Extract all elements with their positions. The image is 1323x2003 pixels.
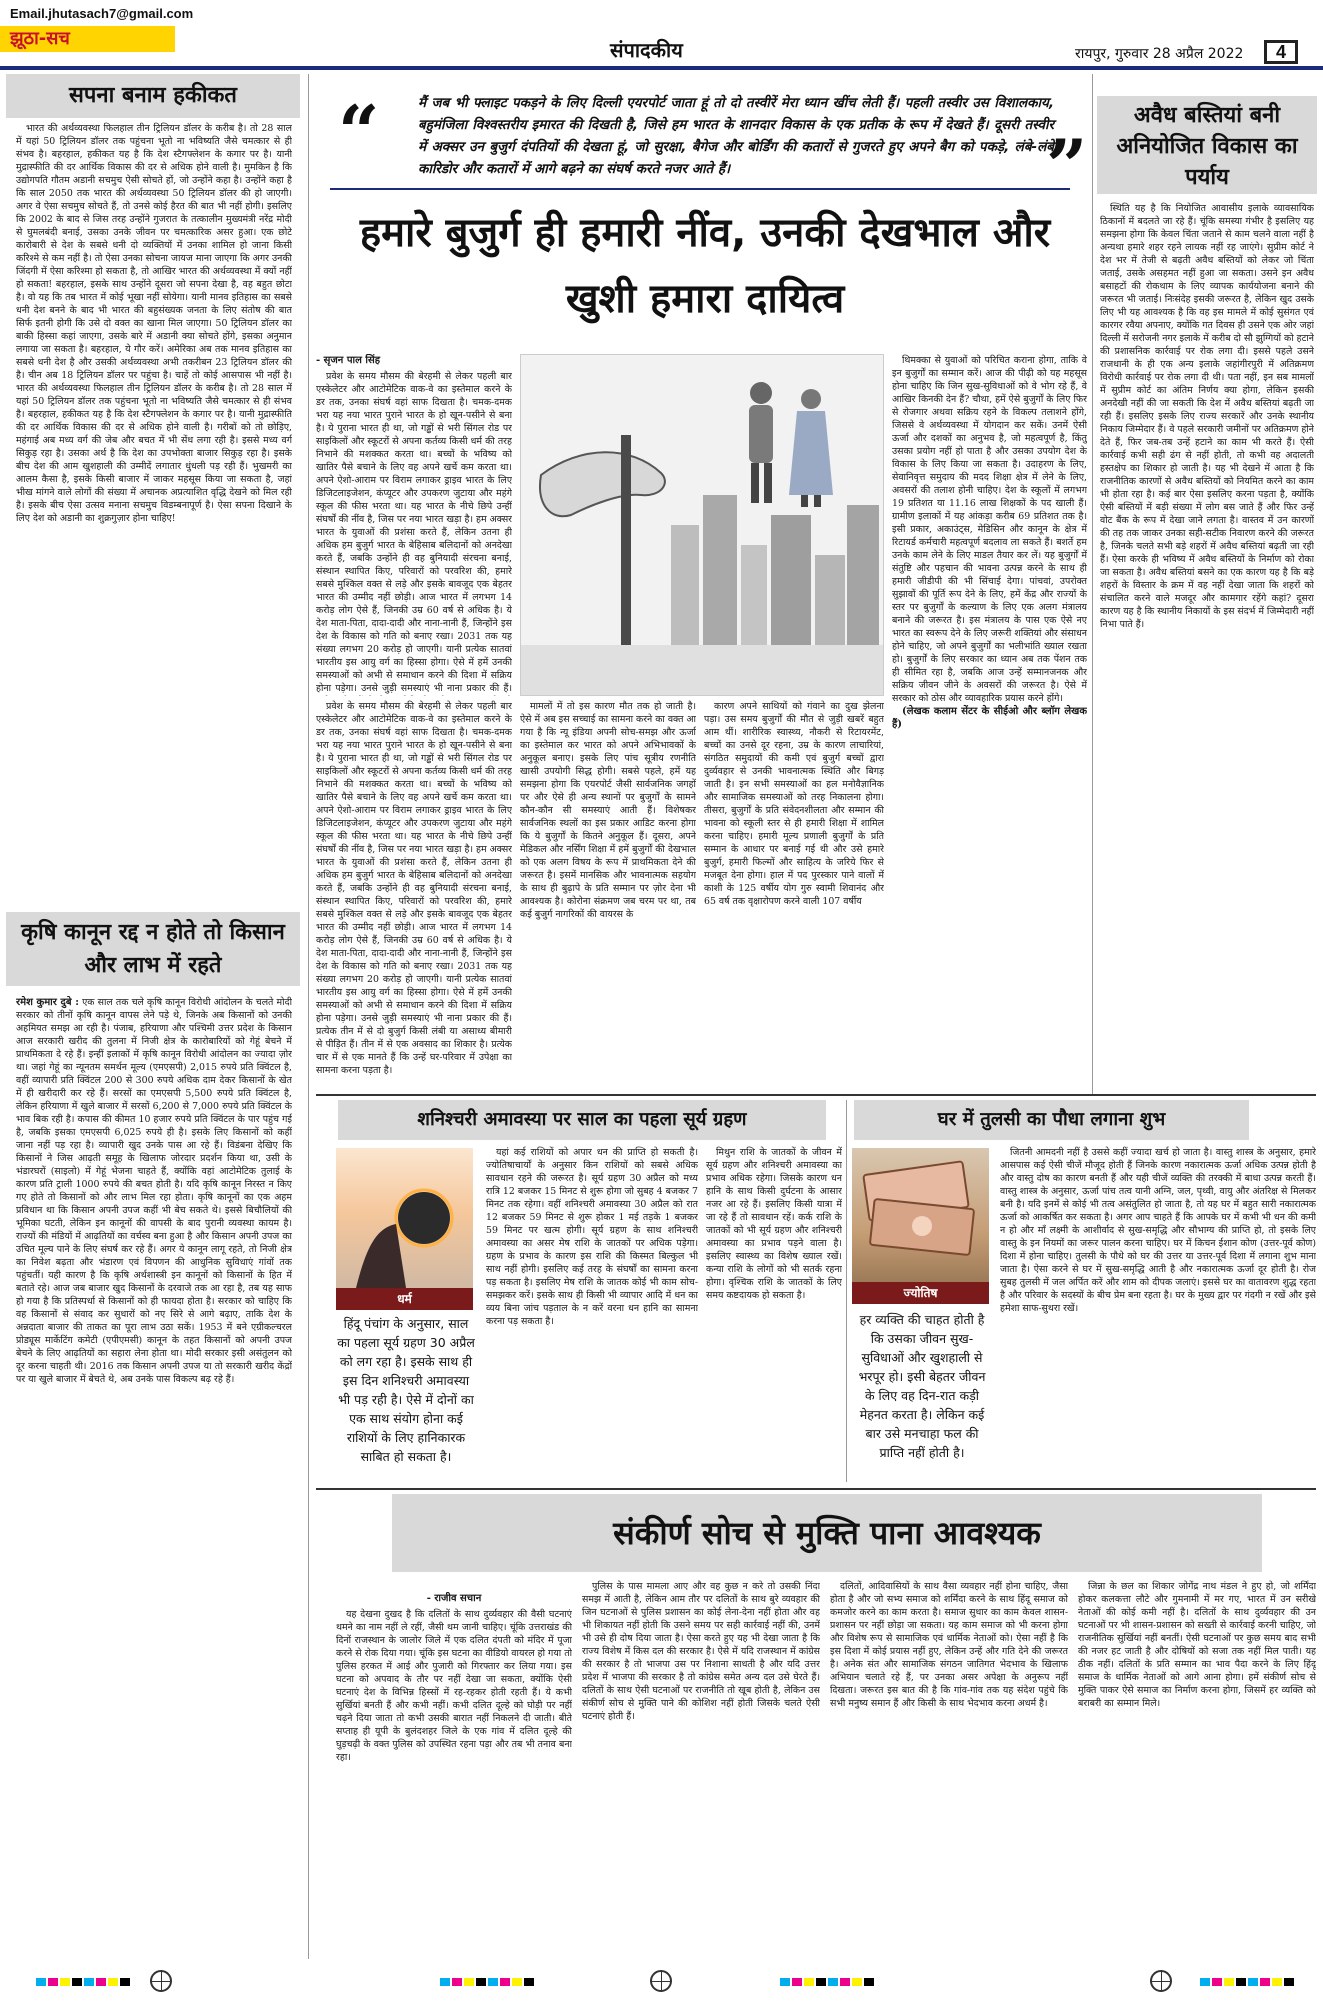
page-header <box>0 0 1323 66</box>
article-paragraph: प्रवेश के समय मौसम की बेरहमी से लेकर पहली बार एस्केलेटर और आटोमेटिक वाक-वे का इस्तेमाल करने के डर तक, उनका संघर्ष वहां साफ दिखता है। चमक-दमक भरा यह नया भारत पुराने भारत के हो खून-पसीने से बना है। ये पुराना भारत ही था, जो गड्ढों से भरी सिंगल रोड पर साइकिलों और स्कूटरों से अपना कर्तव्य किसी धर्म की तरह निभाने की मशक्कत करता था। बच्चों के भविष्य को खातिर पैसे बचाने के लिए वह अपने खर्चे कम करता था। अपने ऐशो-आराम पर विराम लगाकर ड्राइव भारत के लिए डिजिटलाइजेशन, कंप्यूटर और उपकरण जुटाया और महंगे स्कूल की फीस भरता था। यह भारत के नीचे छिपे उन्हीं संघर्षों की नींव है, जिस पर नया भारत खड़ा है। हम अक्सर भारत के युवाओं की प्रशंसा करते हैं, लेकिन उतना ही अधिक हम बुजुर्ग भारत के बेहिसाब बलिदानों को अनदेखा करते हैं, जबकि उन्होंने ही वह बुनियादी संरचना बनाई, संस्थान स्थापित किए, परिवारों को परवरिश की, हमारे सबसे मुश्किल वक्त से लड़े और इसके बावजूद एक बेहतर भारत की उम्मीद नहीं छोड़ी। आज भारत में लगभग 14 करोड़ लोग ऐसे हैं, जिनकी उम्र 60 वर्ष से अधिक है। ये देश माता-पिता, दादा-दादी और नाना-नानी हैं, जिन्होंने इस देश के विकास को गति को बनाए रखा। 2031 तक यह संख्या लगभग 20 करोड़ हो जाएगी। यानी प्रत्येक सातवां भारतीय इस आयु वर्ग का हिस्सा होगा। ऐसे में हमें उनकी समस्याओं को अभी से समाधान करने की दिशा में सक्रिय होना पड़ेगा। उनसे जुड़ी समस्याएं भी नाना प्रकार की हैं। प्रत्येक तीन में से दो बुजुर्ग किसी लंबी या असाध्य बीमारी से पीड़ित हैं। तीन में से एक अवसाद का शिकार है। प्रत्येक चार में से एक मानते हैं कि उन्हें घर-परिवार में उपेक्षा का सामना करना पड़ता है। <box>316 701 512 1076</box>
article-column <box>1078 1580 1316 1956</box>
article-headline: अवैध बस्तियां बनी अनियोजित विकास का पर्याय <box>1097 96 1317 194</box>
header-rule <box>0 66 1323 70</box>
column-divider <box>846 1100 847 1482</box>
article-paragraph: प्रवेश के समय मौसम की बेरहमी से लेकर पहली बार एस्केलेटर और आटोमेटिक वाक-वे का इस्तेमाल करने के डर तक, उनका संघर्ष वहां साफ दिखता है। चमक-दमक भरा यह नया भारत पुराने भारत के हो खून-पसीने से बना है। ये पुराना भारत ही था, जो गड्ढों से भरी सिंगल रोड पर साइकिलों और स्कूटरों से अपना कर्तव्य किसी धर्म की तरह निभाने की मशक्कत करता था। बच्चों के भविष्य को खातिर पैसे बचाने के लिए वह अपने खर्चे कम करता था। अपने ऐशो-आराम पर विराम लगाकर ड्राइव भारत के लिए डिजिटलाइजेशन, कंप्यूटर और उपकरण जुटाया और महंगे स्कूल की फीस भरता था। यह भारत के नीचे छिपे उन्हीं संघर्षों की नींव है, जिस पर नया भारत खड़ा है। हम अक्सर भारत के युवाओं की प्रशंसा करते हैं, लेकिन उतना ही अधिक हम बुजुर्ग भारत के बेहिसाब बलिदानों को अनदेखा करते हैं, जबकि उन्होंने ही वह बुनियादी संरचना बनाई, संस्थान स्थापित किए, परिवारों को परवरिश की, हमारे सबसे मुश्किल वक्त से लड़े और इसके बावजूद एक बेहतर भारत की उम्मीद नहीं छोड़ी। आज भारत में लगभग 14 करोड़ लोग ऐसे हैं, जिनकी उम्र 60 वर्ष से अधिक है। ये देश माता-पिता, दादा-दादी और नाना-नानी हैं, जिन्होंने इस देश के विकास को गति को बनाए रखा। 2031 तक यह संख्या लगभग 20 करोड़ हो जाएगी। यानी प्रत्येक सातवां भारतीय इस आयु वर्ग का हिस्सा होगा। ऐसे में हमें उनकी समस्याओं को अभी से समाधान करने की दिशा में सक्रिय होना पड़ेगा। उनसे जुड़ी समस्याएं भी नाना प्रकार की हैं। <box>316 371 512 694</box>
illustration-svg <box>521 355 883 695</box>
pull-quote <box>330 86 1070 190</box>
article-column <box>316 700 512 1086</box>
article-paragraph: यहां कई राशियों को अपार धन की प्राप्ति हो सकती है। ज्योतिषाचार्यों के अनुसार किन राशियों को सबसे अधिक सावधान रहने की जरूरत है। सूर्य ग्रहण 30 अप्रैल को मध्य रात्रि 12 बजकर 15 मिनट से शुरू होगा जो सुबह 4 बजकर 7 मिनट तक रहेगा। वहीं शनिश्चरी अमावस्या 30 अप्रैल को रात 12 बजकर 59 मिनट से शुरू होकर 1 मई तड़के 1 बजकर 59 मिनट पर खत्म होगी। सूर्य ग्रहण के साथ शनिश्चरी अमावस्या का असर मेष राशि के जातकों पर अधिक पड़ेगा। ग्रहण के प्रभाव के कारण इस राशि की किस्मत बिल्कुल भी साथ नहीं होगी। इसलिए कई तरह के संघर्षों का सामना करना पड़ सकता है। इसलिए मेष राशि के जातक कोई भी काम सोच-समझकर करें। इसके साथ ही किसी भी व्यापार आदि में धन का व्यय बिना जांच पड़ताल के न करें वरना धन हानि का सामना करना पड़ सकता है। <box>486 1147 698 1327</box>
article-paragraph: पुलिस के पास मामला आए और वह कुछ न करे तो उसकी निंदा समझ में आती है, लेकिन आम तौर पर दलितों के साथ बुरे व्यवहार की जिन घटनाओं से पुलिस प्रशासन का कोई लेना-देना नहीं होता और वह भी शिकायत नहीं होती कि उसने समय पर सही कार्रवाई नहीं की, उनमें भी उसे ही दोष दिया जाता है। ऐसा करते हुए यह भी देखा जाता है कि राज्य विशेष में किस दल की सरकार है। ऐसे में यदि राजस्थान में कांग्रेस की सरकार है तो भाजपा उस पर निशाना साधती है और यदि उत्तर प्रदेश में भाजपा की सरकार है तो कांग्रेस समेत अन्य दल उसे घेरते हैं। दलितों के साथ ऐसी घटनाओं पर राजनीति तो खूब होती है, लेकिन उस संकीर्ण सोच से मुक्ति पाने की कोशिश नहीं होती जिसके चलते ऐसी घटनाएं होती हैं। <box>582 1581 820 1722</box>
article-column <box>316 354 512 696</box>
article-column <box>704 700 884 1086</box>
author-credit: (लेखक कलाम सेंटर के सीईओ और ब्लॉग लेखक हैं) <box>892 706 1087 730</box>
issue-date: रायपुर, गुरुवार 28 अप्रैल 2022 <box>1075 46 1244 62</box>
article-paragraph: कारण अपने साथियों को गंवाने का दुख झेलना पड़ा। उस समय बुजुर्गों की मौत से जुड़ी खबरें बहुत आम थीं। शारीरिक स्वास्थ्य, नौकरी से रिटायरमेंट, बच्चों का उनसे दूर रहना, उम्र के कारण लाचारियां, संगठित समुदायों की कमी एवं बुजुर्ग बच्चों द्वारा दुर्व्यवहार से उनकी भावनात्मक स्थिति और बिगड़ जाती है। इन सभी समस्याओं का हल मनोवैज्ञानिक और सामाजिक समस्याओं को तरह निकालना होगा। तीसरा, बुजुर्गों के प्रति संवेदनशीलता और सम्मान की भावना को स्कूली स्तर से ही हमारी शिक्षा में शामिल करना चाहिए। हमारी मूल्य प्रणाली बुजुर्गों के प्रति सम्मान के आधार पर बनाई गई थी और उसे हमारे बुजुर्ग, हमारी फिल्मों और साहित्य के जरिये फिर से मजबूत देना होगा। हाल में पद पुरस्कार पाने वालों में काशी के 125 वर्षीय योग गुरु स्वामी शिवानंद और 65 वर्ष तक वृक्षारोपण करने वाली 107 वर्षीय <box>704 701 884 907</box>
article-headline: कृषि कानून रद्द न होते तो किसान और लाभ में रहते <box>6 912 300 986</box>
registration-mark-icon <box>150 1970 172 1992</box>
color-registration-bar <box>440 1978 536 1986</box>
color-registration-bar <box>1200 1978 1296 1986</box>
article-column <box>706 1146 842 1482</box>
contact-email[interactable]: Email.jhutasach7@gmail.com <box>10 6 194 21</box>
article-paragraph: स्थिति यह है कि नियोजित आवासीय इलाके व्यावसायिक ठिकानों में बदलते जा रहे हैं। चूंकि समस्या गंभीर है इसलिए यह समझना होगा कि केवल चिंता जताने से काम चलने वाला नहीं है अन्यथा हमारे शहर रहने लायक नहीं रह जाएंगे। सुप्रीम कोर्ट ने देश भर में तेजी से बढ़ती अवैध बस्तियों को लेकर जो चिंता जताई, उसके असहमत नहीं हुआ जा सकता। उसने इन अवैध बसाहटों की रोकथाम के लिए व्यापक कार्ययोजना बनाने की जरूरत भी जताई। निःसंदेह इसकी जरूरत है, लेकिन खुद उसके लिए भी यह आवश्यक है कि वह इस मामले में कोई सुसंगत एवं कारगर रवैया अपनाए, क्योंकि गत दिवस ही उसने एक ओर जहां दिल्ली में सरोजनी नगर इलाके में करीब दो सौ झुग्गियों को हटाने की प्रशासनिक कार्रवाई पर रोक लगा दी। इससे पहले उसने राजधानी के ही एक अन्य इलाके जहांगीरपुरी में अतिक्रमण विरोधी कार्रवाई पर रोक लगा दी थी। पता नहीं, इन सब मामलों में सुप्रीम कोर्ट का अंतिम निर्णय क्या होगा, लेकिन इसकी अनदेखी नहीं की जा सकती कि देश में अवैध बस्तियां बढ़ती जा रही हैं। इसलिए इसके लिए राज्य सरकारें और उनके स्थानीय निकाय जिम्मेदार हैं। वे पहले सरकारी जमीनों पर अतिक्रमण होने देते हैं, फिर जब-तब उन्हें हटाने का काम भी करते हैं। ऐसी कार्रवाई कभी सही ढंग से नहीं होती, तो कभी वह अदालती हस्तक्षेप का शिकार हो जाती है। यह भी देखने में आता है कि राजनीतिक कारणों से अवैध बस्तियों को नियमित करने का काम भी होता रहा है। कई बार ऐसा इसलिए करना पड़ता है, क्योंकि ऐसी बस्तियों में बड़ी संख्या में लोग बस जाते हैं और फिर उन्हें वोट बैंक के रूप में देखा जाने लगता है। वास्तव में उन कारणों की तह तक जाकर उनका सही-सटीक निवारण करने की जरूरत है, जिनके चलते सभी बड़े शहरों में अवैध बस्तियां बढ़ती जा रही हैं। ऐसा करके ही भविष्य में अवैध बस्तियों के निर्माण को रोका जा सकता है। अवैध बस्तियां बसने का एक कारण यह है कि बड़े शहरों के विस्तार के क्रम में वह नहीं देखा जाता कि शहरों को संचालित करने वाले मजदूर और कामगार रहेंगे कहां? दूसरा कारण यह है कि स्थानीय निकायों के इस संदर्भ में जिम्मेदारी नहीं निभा पाते हैं। <box>1100 203 1314 630</box>
pull-quote-text: मैं जब भी फ्लाइट पकड़ने के लिए दिल्ली एयरपोर्ट जाता हूं तो दो तस्वीरें मेरा ध्यान खींच लेती हैं। पहली तस्वीर उस विशालकाय, बहुमंजिला विश्वस्तरीय इमारत की दिखती है, जिसे हम भारत के शानदार विकास के एक प्रतीक के रूप में देखते हैं। दूसरी तस्वीर में अक्सर उन बुजुर्ग दंपतियों की देखता हूं, जो सुरक्षा, बैगेज और बोर्डिंग की कतारों से गुजरते हुए अपने बैग को पकड़े, लंबे-लंबे कारिडोर और कतारों में आगे बढ़ने का संघर्ष करते नजर आते हैं। <box>418 95 1054 177</box>
byline: - सृजन पाल सिंह <box>316 355 381 366</box>
article-paragraph: जिन्ना के छल का शिकार जोगेंद्र नाथ मंडल ने हुए हो, जो शर्मिंदा होकर कलकत्ता लौटे और गुमनामी में मर गए, भारत में उन सरीखे नेताओं की कोई कमी नहीं है। दलितों के साथ दुर्व्यवहार की उन घटनाओं पर भी शासन-प्रशासन को सख्ती से कार्रवाई करनी चाहिए, जो राजनीतिक सुर्खियां नहीं बनतीं। ऐसी घटनाओं पर कुछ समय बाद सभी की नजर हट जाती है और दोषियों को सजा तक नहीं मिल पाती। यह ठीक नहीं। दलितों के प्रति सम्मान का भाव पैदा करने के लिए हिंदू समाज के धार्मिक नेताओं को आगे आना होगा। हमें संकीर्ण सोच से मुक्ति पाकर ऐसे समाज का निर्माण करना होगा, जिसमें हर व्यक्ति को बराबरी का सम्मान मिले। <box>1078 1581 1316 1709</box>
article-headline: शनिश्चरी अमावस्या पर साल का पहला सूर्य ग्रहण <box>338 1100 826 1140</box>
feature-caption: हर व्यक्ति की चाहत होती है कि उसका जीवन सुख-सुविधाओं और खुशहाली से भरपूर हो। इसी बेहतर जीवन के लिए वह दिन-रात कड़ी मेहनत करता है। लेकिन कई बार उसे मनचाहा फल की प्राप्ति नहीं होती है। <box>858 1312 986 1460</box>
eclipse-photo <box>336 1148 473 1310</box>
article-paragraph: दलितों, आदिवासियों के साथ वैसा व्यवहार नहीं होना चाहिए, जैसा होता है और जो सभ्य समाज को शर्मिंदा करने के साथ हिंदू समाज को कमजोर करने का काम करता है। समाज सुधार का काम केवल शासन-प्रशासन पर नहीं छोड़ा जा सकता। यह काम समाज को भी करना होगा और विशेष रूप से सामाजिक एवं धार्मिक नेताओं को। ऐसा नहीं है कि इस दिशा में कोई प्रयास नहीं हुए, लेकिन उन्हें और गति देने की जरूरत है। अनेक संत और सामाजिक संगठन जातिगत भेदभाव के खिलाफ अभियान चलाते रहे हैं, पर उनका असर अपेक्षा के अनुरूप नहीं दिखता। जरूरत इस बात की है कि गांव-गांव तक यह संदेश पहुंचे कि सभी मनुष्य समान हैं और किसी के साथ भेदभाव करना अधर्म है। <box>830 1581 1068 1709</box>
article-paragraph: भारत की अर्थव्यवस्था फिलहाल तीन ट्रिलियन डॉलर के करीब है। तो 28 साल में यहां 50 ट्रिलियन डॉलर तक पहुंचना भूतो ना भविष्यति जैसे चमत्कार से ही संभव है। बहरहाल, हकीकत यह है कि देश स्टैगफ्लेशन के कगार पर है। यानी मुद्रास्फीति की दर आर्थिक विकास की दर से अधिक होने वाली है। मुमकिन है कि उद्योगपति गौतम अडानी सचमुच ऐसी सोचते हों, जो उन्होंने कहा है। उन्होंने कहा है कि साल 2050 तक भारत की अर्थव्यवस्था 50 ट्रिलियन डॉलर की हो जाएगी। अगर वे ऐसा सचमुच सोचते हैं, तो उनसे कोई हैरत की बात भी नहीं होगी। इसलिए कि 2002 के बाद से जिस तरह उन्होंने गुजरात के तत्कालीन मुख्यमंत्री नरेंद्र मोदी से घुमलबंदी बनाई, उसका उनके जीवन पर चमत्कारिक असर हुआ। एक छोटे कारोबारी से देश के सबसे धनी दो व्यक्तियों में उनका शामिल हो जाना किसी करिश्मे से कम नहीं है। तो ऐसा उनका सोचना जायज माना जाएगा कि अगर उनकी जिंदगी में ऐसा करिश्मा हो सकता है, तो आखिर भारत की अर्थव्यवस्था में क्यों नहीं हो सकता! बहरहाल, इसके साथ उन्होंने दूसरा जो सपना देखा है, वह बहुत छोटा है। वो यह कि तब भारत में कोई भूखा नहीं सोयेगा। यानी मानव इतिहास का सबसे धनी देश बनने के बाद भी भारत की बहुसंख्यक जनता के लिए संतोष की बात सिर्फ इतनी होगी कि उसे दो वक्त का खाना मिल जाएगा। 50 ट्रिलियन डॉलर का बाकी हिस्सा कहां जाएगा, उसके बारे में अडानी क्या सोचते होंगे, इसका अनुमान लगाया जा सकता है। बहरहाल, ये गौर करें। अमेरिका अब तक मानव इतिहास का सबसे धनी देश है और उसकी अर्थव्यवस्था अभी तकरीबन 23 ट्रिलियन डॉलर की है। चीन अब 18 ट्रिलियन डॉलर पर पहुंचा है। चाहें तो कोई आसपास भी नहीं है। भारत की अर्थव्यवस्था फिलहाल तीन ट्रिलियन डॉलर के करीब है। तो 28 साल में यहां 50 ट्रिलियन डॉलर तक पहुंचना भूतो ना भविष्यति जैसे चमत्कार से ही संभव है। बहरहाल, हकीकत यह है कि देश स्टैगफ्लेशन के कगार पर है। यानी मुद्रास्फीति की दर आर्थिक विकास की दर से अधिक होने वाली है। गरीबों को तो छोड़िए, महंगाई अब मध्य वर्ग की जेब और बचत में भी सेंध लगा रही है। इससे मध्य वर्ग सिकुड़ रहा है। उसका अर्थ है कि देश का उपभोक्ता बाजार सिकुड़ रहा है। इसके बीच देश की आम खुशहाली की उम्मीदें लगातार धुंधली पड़ रही हैं। भुखमरी का आलम कैसा है, इसके किसी बाजार में जाकर महसूस किया जा सकता है, जहां भीख मांगने वाले लोगों की संख्या में अचानक अप्रत्याशित वृद्धि देखने को मिल रही है। इसके बीच ऐसा उत्सव मनाना सचमुच विडम्बनापूर्ण है। ऐसा सपना दिखाने के लिए देश को अडानी का शुक्रगुज़ार होना चाहिए! <box>16 123 292 524</box>
section-title: संपादकीय <box>610 38 683 62</box>
article-paragraph: मामलों में तो इस कारण मौत तक हो जाती है। ऐसे में अब इस सच्चाई का सामना करने का वक्त आ गया है कि न्यू इंडिया अपनी सोच-समझ और ऊर्जा का इस्तेमाल कर भारत को अपने अभिभावकों के अनुकूल बनाए। इसके लिए पांच सूत्रीय रणनीति खासी उपयोगी सिद्ध होगी। सबसे पहले, हमें यह समझना होगा कि एयरपोर्ट जैसी सार्वजनिक जगहों पर और ऐसे ही अन्य स्थानों पर बुजुर्गों के सामने कौन-कौन सी समस्याएं आती हैं। विशेषकर सार्वजनिक स्थलों का इस प्रकार आडिट करना होगा कि ये बुजुर्गों के कितने अनुकूल हैं। दूसरा, अपने मेडिकल और नर्सिंग शिक्षा में हमें बुजुर्गों की देखभाल को एक अलग विषय के रूप में प्राथमिकता देने की जरूरत है। इसमें मानसिक और भावनात्मक सहयोग के साथ ही बुढ़ापे के प्रति सम्मान पर ज़ोर देना भी आवश्यक है। कोरोना संक्रमण जब चरम पर था, तब कई बुजुर्ग नागरिकों की वायरस के <box>520 701 696 920</box>
article-paragraph: एक साल तक चले कृषि कानून विरोधी आंदोलन के चलते मोदी सरकार को तीनों कृषि कानून वापस लेने पड़े थे, जिनके अब किसानों को उनकी अहमियत समझ आ रही है। पंजाब, हरियाणा और पश्चिमी उत्तर प्रदेश के किसान आज सरकारी खरीद की तुलना में निजी क्षेत्र के कारोबारियों को गेहूं बेचने में प्राथमिकता दे रहे हैं। इन्हीं इलाकों में कृषि कानून विरोधी आंदोलन का ज्यादा ज़ोर था। जहां गेहूं का न्यूनतम समर्थन मूल्य (एमएसपी) 2,015 रुपये प्रति क्विंटल है, वहीं व्यापारी प्रति क्विंटल 200 से 300 रुपये अधिक दाम देकर किसानों के खेत में ही खरीदारी कर रहे हैं। सरसों का एमएसपी 5,500 रुपये प्रति क्विंटल है, लेकिन हरियाणा में खुले बाजार में सरसों 6,200 से 7,000 रुपये प्रति क्विंटल के भाव बिक रही है। कपास की कीमत 10 हजार रुपये प्रति क्विंटल के पार पहुंच गई है, जबकि इसका एमएसपी 6,025 रुपये ही है। इसके लिए किसानों को कहीं जाना नहीं पड़ रहा है। व्यापारी खुद उनके पास आ रहे हैं। विडंबना देखिए कि किसानों ने जिस आढ़ती समूह के खिलाफ जोरदार प्रदर्शन किया था, उसी के भंडारघरों (साइलो) में गेहूं भेजना चाहते हैं, क्योंकि वहां आटोमेटिक तुलाई के कारण प्रति ट्राली 1000 रुपये की बचत होती है। यदि कृषि कानून निरस्त न किए गए होते तो किसानों को और लाभ मिल रहा होता। कृषि कानूनों का एक अहम प्रविधान था कि किसान अपनी उपज कहीं भी बेच सकते थे। इससे बिचौलियों की भूमिका घटती, लेकिन इन कानूनों की वापसी के बाद पुरानी व्यवस्था कायम है। राज्यों की मंडियों में आढ़तियों का वर्चस्व बना हुआ है और किसान अपनी उपज का उचित मूल्य पाने के लिए संघर्ष कर रहे हैं। अगर ये कानून लागू रहते, तो निजी क्षेत्र का निवेश बढ़ता और भंडारण एवं विपणन की आधुनिक सुविधाएं गांवों तक पहुंचतीं। यही कारण है कि कृषि अर्थशास्त्री इन कानूनों को किसानों के हित में बताते रहे। आज जब बाजार खुद किसानों के दरवाजे तक आ रहा है, तब यह साफ हो गया है कि प्रतिस्पर्धा से किसानों को ही फायदा होता है। सरकार को चाहिए कि वह किसानों से संवाद कर सुधारों को नए सिरे से आगे बढ़ाए, ताकि देश के अन्नदाता बाजार की ताकत का पूरा लाभ उठा सकें। 1953 में बने एग्रीकल्चरल प्रोड्यूस मार्केटिंग कमेटी (एपीएमसी) कानून के तहत किसानों को अपनी उपज बेचने के लिए आढ़तियों का सहारा लेना होता था। मोदी सरकार इसी असंतुलन को दूर करना चाहती थी। 2016 तक किसान अपनी उपज या तो सरकारी खरीद केंद्रों पर या खुले बाजार में बेचते थे, अब उनके पास विकल्प बढ़ रहे हैं। <box>16 997 292 1385</box>
article-paragraph: यह देखना दुखद है कि दलितों के साथ दुर्व्यवहार की वैसी घटनाएं थमने का नाम नहीं ले रहीं, जैसी थम जानी चाहिए। चूंकि उत्तराखंड की दिनों राजस्थान के जालोर जिले में एक दलित दंपती को मंदिर में पूजा करने से रोक दिया गया। चूंकि इस घटना का वीडियो वायरल हो गया तो पुलिस हरकत में आई और पुजारी को गिरफ्तार कर लिया गया। इस घटना को अपवाद के तौर पर नहीं देखा जा सकता, क्योंकि ऐसी घटनाएं देश के विभिन्न हिस्सों में रह-रहकर होती रहती हैं। ये कभी सुर्खियां बनती हैं और कभी नहीं। कभी दलित दूल्हे को घोड़ी पर नहीं चढ़ने दिया जाता तो कभी उसकी बारात नहीं निकलने दी जाती। बीते सप्ताह ही यूपी के बुलंदशहर जिले के एक गांव में दलित दूल्हे की घुड़चढ़ी के वक्त पुलिस को उपस्थित रहना पड़ा और तब भी तनाव बना रहा। <box>336 1609 572 1763</box>
registration-mark-icon <box>650 1970 672 1992</box>
currency-notes-icon <box>852 1148 989 1282</box>
column-divider <box>1092 74 1093 1094</box>
article-headline: सपना बनाम हकीकत <box>6 74 300 118</box>
section-rule <box>316 1488 1316 1490</box>
article-paragraph: जितनी आमदनी नहीं है उससे कहीं ज्यादा खर्च हो जाता है। वास्तु शास्त्र के अनुसार, हमारे आसपास कई ऐसी चीजें मौजूद होती हैं जिनके कारण नकारात्मक ऊर्जा अधिक उत्पन्न होती है और वास्तु दोष का कारण बनती हैं और यही चीजें व्यक्ति की तरक्की में बाधा उत्पन्न करती हैं। वास्तु शास्त्र के अनुसार, ऊर्जा पांच तत्व यानी अग्नि, जल, पृथ्वी, वायु और अंतरिक्ष से मिलकर बनी है। यदि इनमें से कोई भी तत्व असंतुलित हो जाता है, तो यह घर में बहुत सारी नकारात्मक ऊर्जा को आकर्षित कर सकता है। अगर आप चाहते हैं कि आपके घर में कभी भी धन की कमी न हो और माँ लक्ष्मी के आशीर्वाद से सुख-समृद्धि और सौभाग्य की प्राप्ति हो, तो इसके लिए वास्तु के इन नियमों का जरूर पालन करना चाहिए। घर में किचन ईशान कोण (उत्तर-पूर्व कोण) दिशा में होना चाहिए। तुलसी के पौधे को घर की उत्तर या उत्तर-पूर्व दिशा में लगाना शुभ माना जाता है। ऐसा करने से घर में सुख-समृद्धि आती है और नकारात्मक ऊर्जा दूर होती है। रोज सुबह तुलसी में जल अर्पित करें और शाम को दीपक जलाएं। इससे घर का वातावरण शुद्ध रहता है और परिवार के सदस्यों के बीच प्रेम बना रहता है। घर के मुख्य द्वार पर गंदगी न रखें और इसे हमेशा साफ-सुथरा रखें। <box>1000 1147 1316 1314</box>
left-column <box>6 74 300 1959</box>
currency-photo <box>852 1148 989 1304</box>
category-label: धर्म <box>336 1288 473 1310</box>
feature-caption: हिंदू पंचांग के अनुसार, साल का पहला सूर्य ग्रहण 30 अप्रैल को लग रहा है। इसके साथ ही इस दिन शनिश्चरी अमावस्या भी पड़ रही है। ऐसे में दोनों का एक साथ संयोग होना कई राशियों के लिए हानिकारक साबित हो सकता है। <box>337 1316 475 1464</box>
byline: - राजीव सचान <box>426 1593 482 1604</box>
registration-mark-icon <box>1150 1970 1172 1992</box>
article-column <box>892 354 1087 1086</box>
article-body <box>16 122 292 904</box>
print-footer <box>0 1966 1323 2003</box>
color-registration-bar <box>780 1978 876 1986</box>
article-headline: घर में तुलसी का पौधा लगाना शुभ <box>854 1100 1249 1140</box>
article-paragraph: मिथुन राशि के जातकों के जीवन में सूर्य ग्रहण और शनिश्चरी अमावस्या का प्रभाव अधिक रहेगा। जिसके कारण धन हानि के साथ किसी दुर्घटना के आसार नजर आ रहे हैं। इसलिए किसी यात्रा में जा रहे हैं तो सावधान रहें। कर्क राशि के जातकों को भी सूर्य ग्रहण और शनिश्चरी अमावस्या का प्रभाव पड़ने वाला है। इसलिए स्वास्थ्य का विशेष ख्याल रखें। कन्या राशि के लोगों को भी सतर्क रहना होगा। वृश्चिक राशि के जातकों के लिए समय कष्टदायक हो सकता है। <box>706 1147 842 1301</box>
category-label: ज्योतिष <box>852 1282 989 1304</box>
byline: रमेश कुमार दुबे : <box>16 997 79 1008</box>
article-column <box>1000 1146 1316 1482</box>
article-column <box>336 1592 572 1956</box>
article-column <box>582 1580 820 1956</box>
color-registration-bar <box>36 1978 132 1986</box>
newspaper-brand: झूठा-सच <box>0 26 175 52</box>
main-headline: हमारे बुजुर्ग ही हमारी नींव, उनकी देखभाल और खुशी हमारा दायित्व <box>359 210 1051 322</box>
article-body <box>16 996 292 1956</box>
eclipse-icon <box>336 1148 473 1288</box>
column-divider <box>308 74 309 1959</box>
article-headline: संकीर्ण सोच से मुक्ति पाना आवश्यक <box>392 1494 1262 1572</box>
section-rule <box>316 1094 1316 1096</box>
elderly-couple-illustration <box>520 354 884 696</box>
article-paragraph: थिमक्का से युवाओं को परिचित कराना होगा, ताकि वे इन बुजुर्गों का सम्मान करें। आज की पीढ़ी को यह महसूस होना चाहिए कि जिन सुख-सुविधाओं को वे भोग रहे हैं, वे आखिर किनकी देन हैं? चौथा, हमें ऐसे बुजुर्गों के लिए फिर से रोजगार अथवा सक्रिय रहने के विकल्प तलाशने होंगे, जिससे वे अर्थव्यवस्था में योगदान कर सकें। उनमें ऐसी ऊर्जा और दशकों का अनुभव है, जो महत्वपूर्ण है, किंतु उसका प्रयोग नहीं हो पाता है और उसका उपयोग देश के विकास के लिए किया जा सकता है। उदाहरण के लिए, सेवानिवृत्त समुदाय की मदद शिक्षा क्षेत्र में लेने के लिए, अवसरों की तलाश होनी चाहिए। देश के स्कूलों में लगभग 19 प्रतिशत या 11.16 लाख शिक्षकों के पद खाली हैं। ग्रामीण इलाकों में यह आंकड़ा करीब 69 प्रतिशत तक है। इसी प्रकार, अकाउंट्स, मेडिसिन और कानून के क्षेत्र में रिटायर्ड कर्मचारी महत्वपूर्ण बदलाव ला सकते हैं। बशर्ते हम उनके काम लेने के लिए माडल तैयार कर लें। यह बुजुर्गों में संतुष्टि और पहचान की भावना उत्पन्न करने के साथ ही हमारी जीडीपी की भी सिंचाई देगा। पांचवां, उपरोक्त सुझावों की पूर्ति रूप देने के लिए, हमें केंद्र और राज्यों के स्तर पर बुजुर्गों के कल्याण के लिए एक अलग मंत्रालय बनाने की जरूरत है। इस मंत्रालय के पास एक ऐसे नए भारत का स्वरूप देने के लिए जरूरी शक्तियां और संसाधन होने चाहिए, जो अपने बुजुर्गों का भलीभांति ख्याल रखता हो। बुजुर्गों के लिए सरकार का ध्यान अब तक पेंशन तक ही सीमित रहा है, जबकि आज उन्हें सम्मानजनक और सक्रिय जीवन जीने के अवसरों की जरूरत है। ऐसे में सरकार को ठोस और व्यावहारिक प्रयास करने होंगे। <box>892 355 1087 704</box>
article-column <box>830 1580 1068 1956</box>
close-quote-icon: ” <box>1046 123 1088 208</box>
open-quote-icon: “ <box>338 89 380 174</box>
article-column <box>520 700 696 1086</box>
article-body <box>1100 202 1314 1094</box>
page-number: 4 <box>1264 40 1298 64</box>
article-column <box>486 1146 698 1482</box>
